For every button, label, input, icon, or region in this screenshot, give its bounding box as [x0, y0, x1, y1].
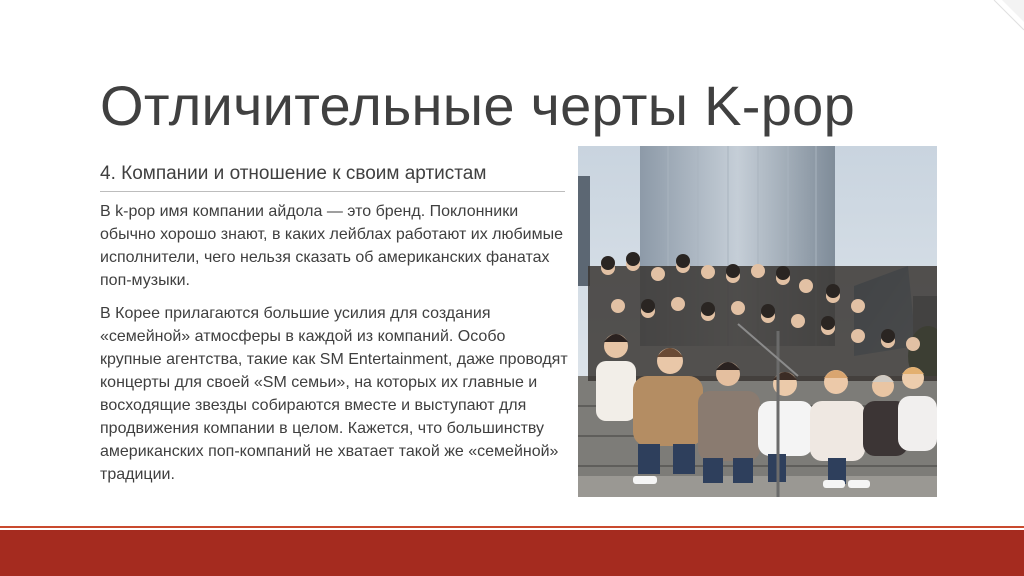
body-paragraph: В Корее прилагаются большие усилия для создания «семейной» атмосферы в каждой из компаний. Особо крупные агентства, такие как SM Entertainment, даже проводят концерты для своей «SM семьи», на которых их главные и восходящие звезды собираются вместе и выступают для продвижения компании в целом. Кажется, что большинству американских поп-компаний не хватает такой же «семейной» традиции.	[100, 305, 568, 483]
slide-subtitle: 4. Компании и отношение к своим артистам	[100, 163, 487, 184]
group-photo	[578, 146, 937, 497]
corner-decoration	[984, 0, 1024, 40]
subtitle-divider	[100, 191, 565, 192]
slide-body	[100, 200, 570, 496]
slide-title: Отличительные черты K-pop	[100, 74, 856, 137]
footer-accent-line	[0, 526, 1024, 528]
body-paragraph: В k-pop имя компании айдола — это бренд. Поклонники обычно хорошо знают, в каких лейблах работают их любимые исполнители, чего нельзя сказать об американских фанатах поп-музыки.	[100, 203, 564, 289]
footer-band	[0, 530, 1024, 576]
